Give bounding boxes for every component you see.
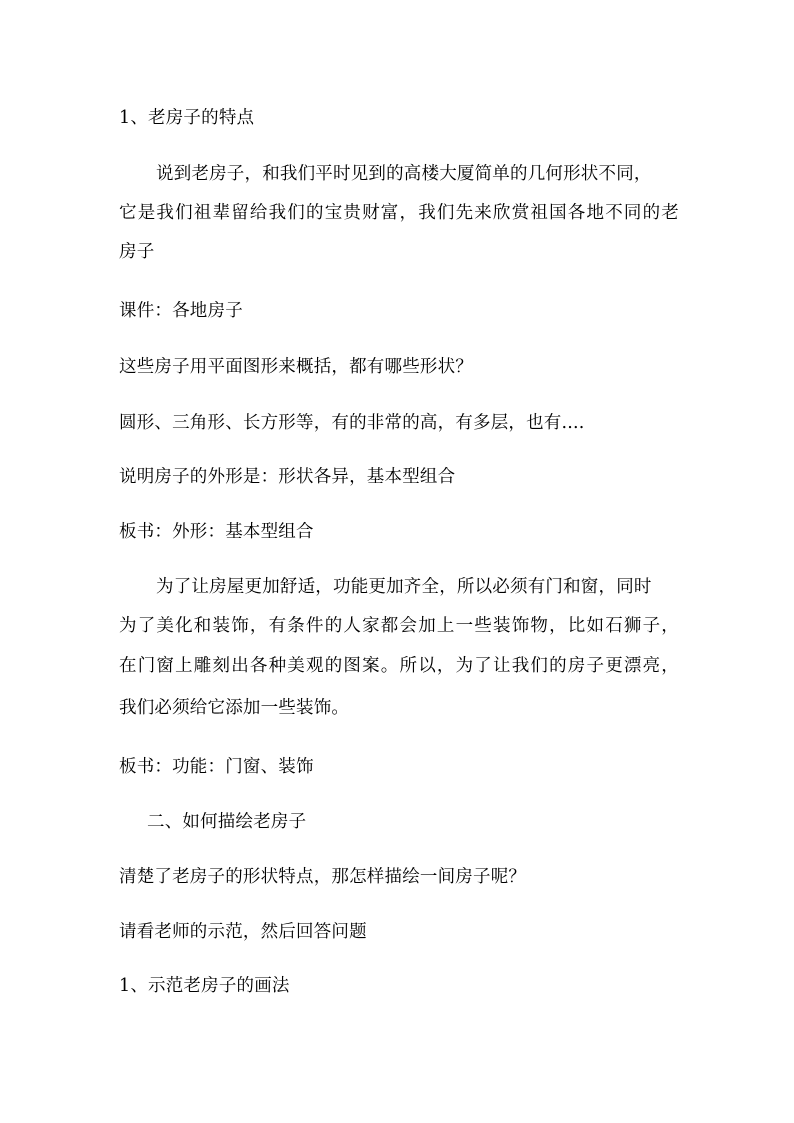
paragraph-function-line-4: 我们必须给它添加一些装饰。: [119, 698, 350, 718]
paragraph-function-line-2: 为了美化和装饰，有条件的人家都会加上一些装饰物，比如石狮子，: [119, 616, 679, 636]
paragraph-intro-line-2: 它是我们祖辈留给我们的宝贵财富，我们先来欣赏祖国各地不同的老: [119, 203, 679, 223]
paragraph-function-line-1: 为了让房屋更加舒适，功能更加齐全，所以必须有门和窗，同时: [156, 577, 652, 597]
question-shapes: 这些房子用平面图形来概括，都有哪些形状？: [119, 357, 473, 377]
instruction-demo: 请看老师的示范，然后回答问题: [119, 922, 367, 942]
explanation-exterior: 说明房子的外形是：形状各异，基本型组合: [119, 467, 456, 487]
section-heading-demo: 1、示范老房子的画法: [119, 976, 290, 996]
answer-shapes: 圆形、三角形、长方形等，有的非常的高，有多层，也有....: [119, 413, 585, 433]
courseware-note: 课件：各地房子: [119, 301, 243, 321]
section-heading-drawing: 二、如何描绘老房子: [147, 812, 307, 832]
board-note-exterior: 板书：外形：基本型组合: [119, 522, 314, 542]
paragraph-intro-line-1: 说到老房子，和我们平时见到的高楼大厦简单的几何形状不同，: [156, 164, 652, 184]
paragraph-intro-line-3: 房子: [119, 242, 155, 262]
board-note-function: 板书：功能：门窗、装饰: [119, 757, 314, 777]
section-heading-features: 1、老房子的特点: [119, 108, 255, 128]
paragraph-function-line-3: 在门窗上雕刻出各种美观的图案。所以，为了让我们的房子更漂亮，: [119, 656, 679, 676]
question-drawing: 清楚了老房子的形状特点，那怎样描绘一间房子呢？: [119, 867, 527, 887]
